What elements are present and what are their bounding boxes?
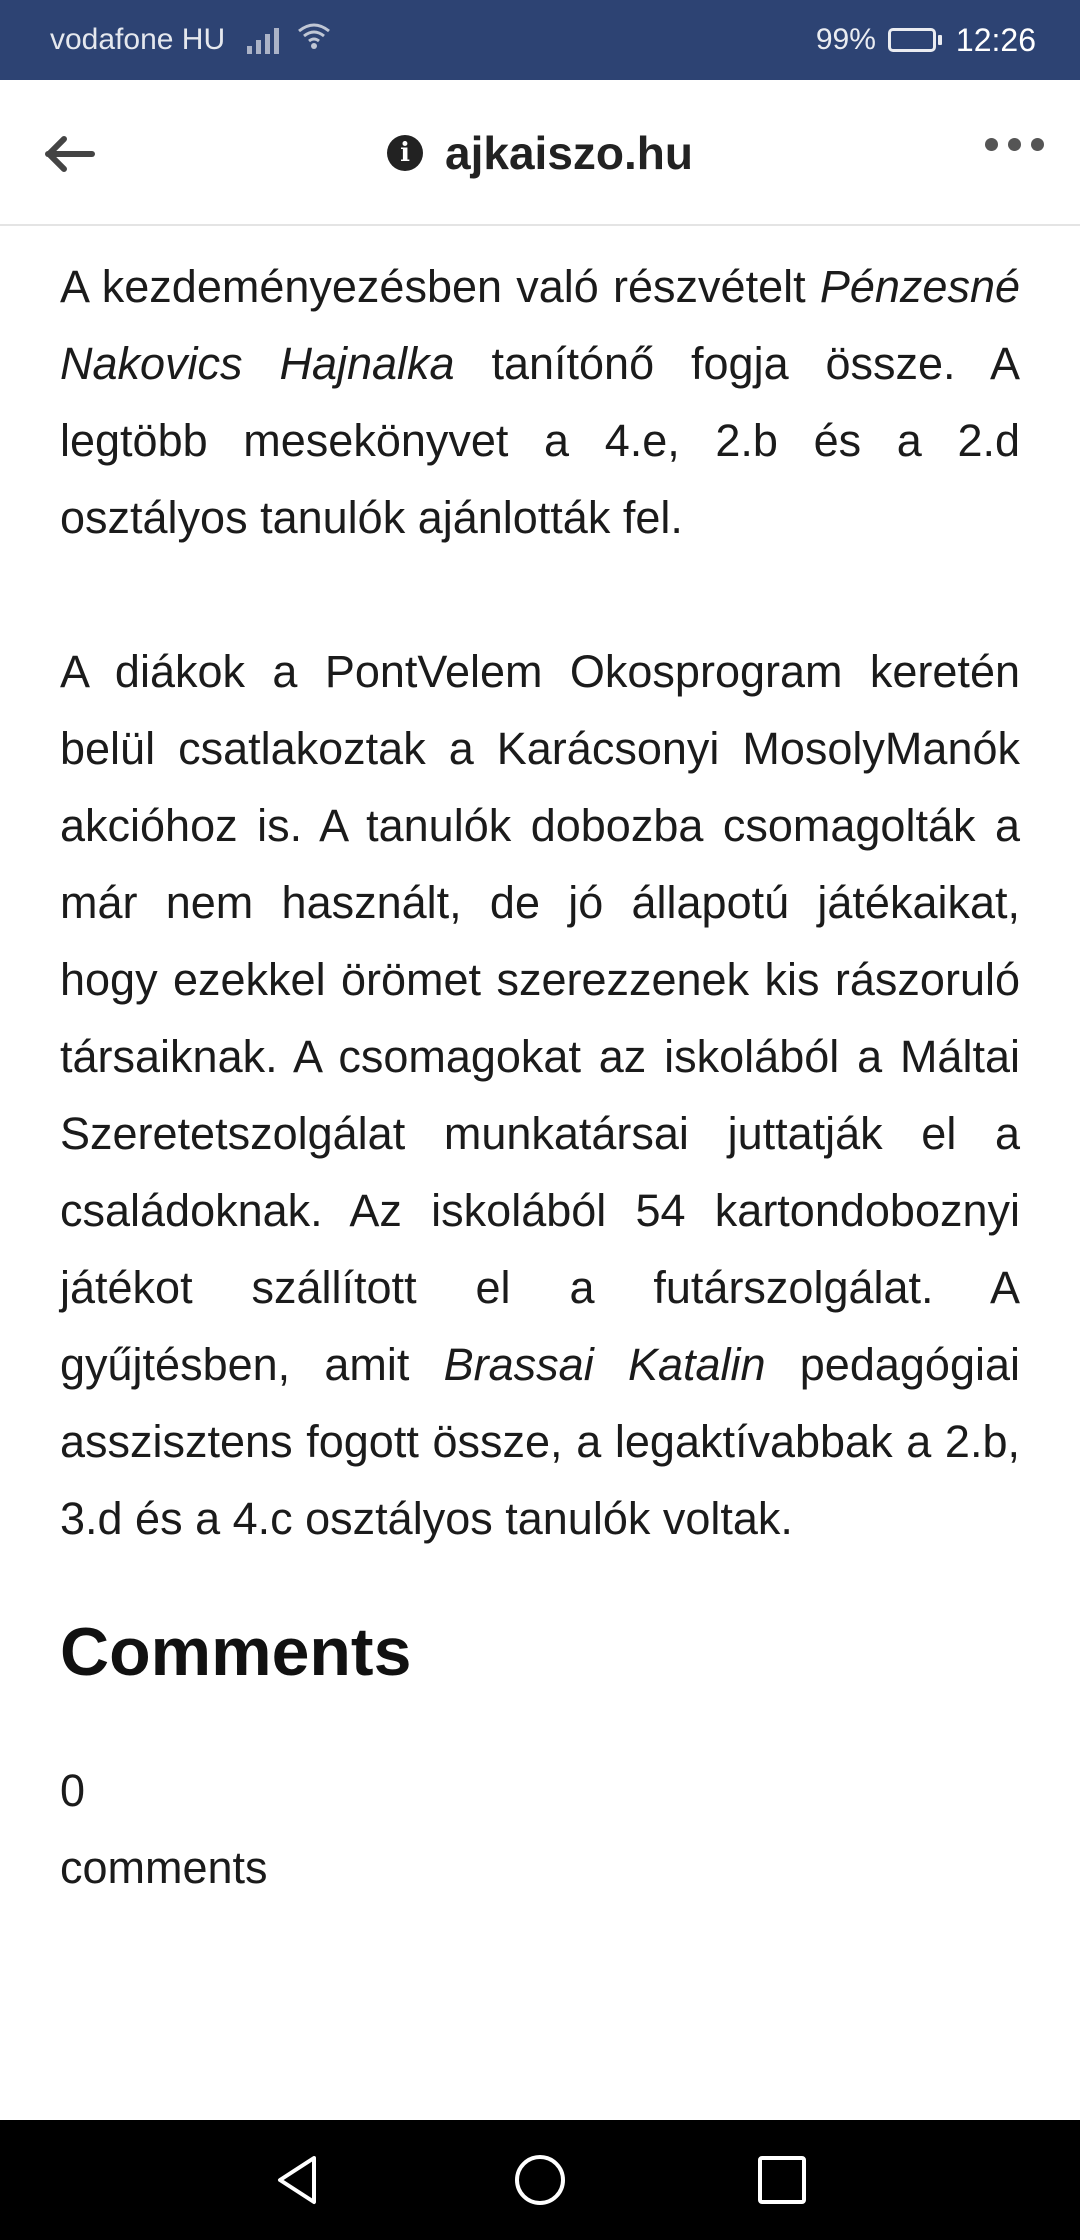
signal-icon xyxy=(247,26,283,54)
wifi-icon xyxy=(297,22,331,58)
battery-percent: 99% xyxy=(815,23,876,56)
paragraph-italic-name: Brassai Katalin xyxy=(443,1339,766,1390)
more-options-icon[interactable] xyxy=(975,138,1044,151)
nav-recent-apps-icon[interactable] xyxy=(754,2152,810,2208)
info-icon[interactable]: i xyxy=(387,135,423,171)
paragraph-text: A kezdeményezésben való részvételt xyxy=(60,261,820,312)
clock: 12:26 xyxy=(955,21,1036,58)
navigation-bar xyxy=(0,2120,1080,2240)
paragraph-text: pedagógiai asszisztens fogott össze, a legaktívabbak a 2.b, 3.d és a 4.c osztályos tanulók voltak. xyxy=(60,1339,1020,1544)
paragraph-italic-name: Pénzesné Nakovics Hajnalka xyxy=(60,261,1020,389)
paragraph-text: A diákok a PontVelem Okosprogram keretén belül csatlakoztak a Karácsonyi MosolyManók akcióhoz is. A tanulók dobozba csomagolták a már nem használt, de jó állapotú játékaikat, hogy ezekkel örömet szerezzenek kis rászoruló társaiknak. A csomagokat az iskolából a Máltai Szeretetszolgálat munkatársai juttatják el a családoknak. Az iskolából 54 kartondoboznyi játékot szállított el a futárszolgálat. A gyűjtésben, amit xyxy=(60,646,1020,1390)
page-url[interactable]: ajkaiszo.hu xyxy=(445,127,693,179)
url-bar[interactable] xyxy=(0,80,1080,226)
comment-count-number: 0 xyxy=(60,1765,86,1816)
battery-icon xyxy=(888,28,942,52)
comment-count-label: comments xyxy=(60,1842,268,1893)
nav-back-icon[interactable] xyxy=(270,2152,326,2208)
carrier-name: vodafone HU xyxy=(50,23,226,56)
article-paragraph xyxy=(60,248,1020,556)
article-paragraph xyxy=(60,633,1020,1557)
nav-home-icon[interactable] xyxy=(512,2152,568,2208)
status-left xyxy=(50,22,331,58)
status-right xyxy=(816,22,1036,59)
article-body xyxy=(60,248,1020,1906)
comments-heading: Comments xyxy=(60,1614,412,1690)
browser-toolbar xyxy=(0,80,1080,226)
comment-count xyxy=(60,1752,1020,1906)
status-bar xyxy=(0,0,1080,80)
paragraph-text: tanítónő fogja össze. A legtöbb mesekönyvet a 4.e, 2.b és a 2.d osztályos tanulók ajánlották fel. xyxy=(60,338,1020,543)
